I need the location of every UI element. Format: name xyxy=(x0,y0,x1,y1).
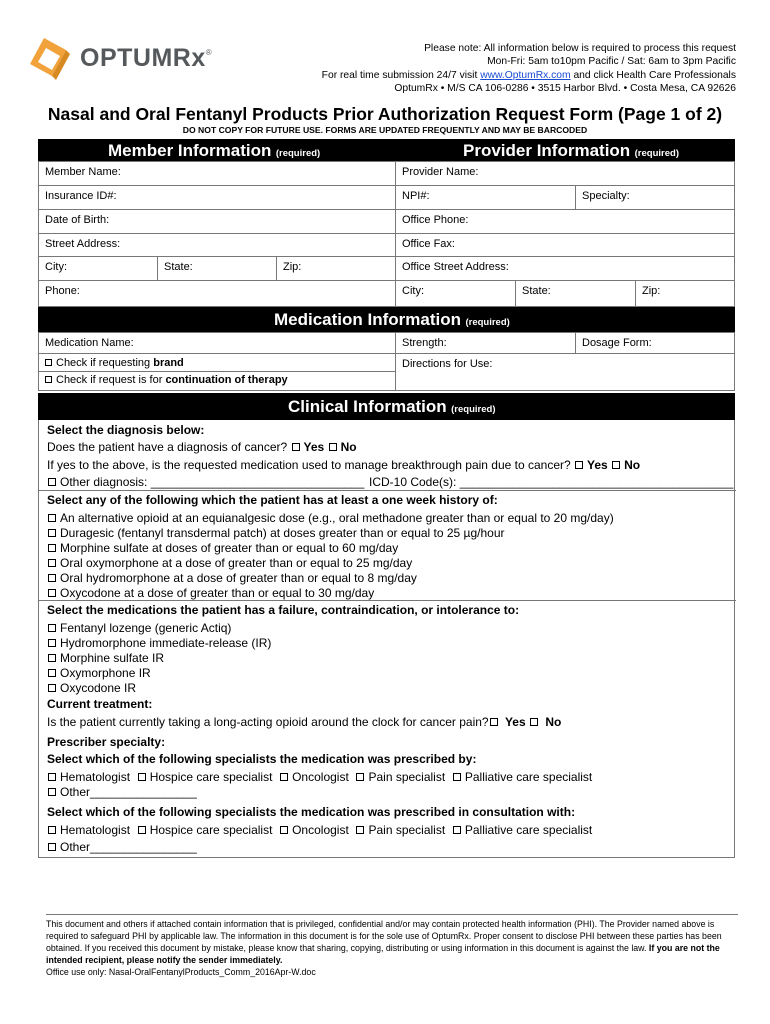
member-city-field[interactable]: City: xyxy=(38,257,158,281)
current-treatment-heading: Current treatment: xyxy=(47,697,153,711)
failure-option[interactable]: Hydromorphone immediate-release (IR) xyxy=(47,636,271,650)
checkbox-icon[interactable] xyxy=(356,773,364,781)
history-option[interactable]: Duragesic (fentanyl transdermal patch) at doses greater than or equal to 25 µg/hour xyxy=(47,526,505,540)
checkbox-icon[interactable] xyxy=(48,669,56,677)
continuation-checkbox-row[interactable]: Check if request is for continuation of therapy xyxy=(38,372,396,391)
history-option[interactable]: Morphine sulfate at doses of greater than or equal to 60 mg/day xyxy=(47,541,398,555)
checkbox-icon[interactable] xyxy=(48,788,56,796)
specialty-field[interactable]: Specialty: xyxy=(576,186,735,210)
footer-divider xyxy=(46,914,738,915)
clinical-header xyxy=(38,393,735,420)
checkbox-icon[interactable] xyxy=(575,461,583,469)
checkbox-icon[interactable] xyxy=(48,843,56,851)
current-treatment-question: Is the patient currently taking a long-acting opioid around the clock for cancer pain? Yes No xyxy=(47,715,562,729)
checkbox-icon[interactable] xyxy=(138,826,146,834)
prescribed-by-options xyxy=(47,770,592,784)
checkbox-icon[interactable] xyxy=(48,529,56,537)
specialist-option[interactable]: Hospice care specialist xyxy=(149,770,273,784)
diagnosis-heading: Select the diagnosis below: xyxy=(47,423,205,437)
checkbox-icon[interactable] xyxy=(612,461,620,469)
checkbox-icon[interactable] xyxy=(490,718,498,726)
checkbox-icon[interactable] xyxy=(280,826,288,834)
failure-heading: Select the medications the patient has a failure, contraindication, or intolerance to: xyxy=(47,603,520,617)
provider-state-field[interactable]: State: xyxy=(516,281,636,307)
failure-option[interactable]: Oxymorphone IR xyxy=(47,666,151,680)
checkbox-icon[interactable] xyxy=(453,773,461,781)
specialist-option[interactable]: Hematologist xyxy=(60,770,131,784)
breakthrough-question: If yes to the above, is the requested medication used to manage breakthrough pain due to cancer? Yes No xyxy=(47,458,641,472)
office-phone-field[interactable]: Office Phone: xyxy=(396,210,735,234)
checkbox-icon[interactable] xyxy=(48,478,56,486)
icd-code-field[interactable]: ICD-10 Code(s): _________________________________________ xyxy=(369,475,734,489)
form-title: Nasal and Oral Fentanyl Products Prior Authorization Request Form (Page 1 of 2) xyxy=(47,104,723,124)
checkbox-icon[interactable] xyxy=(530,718,538,726)
checkbox-icon[interactable] xyxy=(48,654,56,662)
dob-field[interactable]: Date of Birth: xyxy=(38,210,396,234)
consultation-other[interactable]: Other________________ xyxy=(47,840,197,854)
header-note-hours: Mon-Fri: 5am to10pm Pacific / Sat: 6am to 3pm Pacific xyxy=(487,56,736,68)
checkbox-icon[interactable] xyxy=(48,574,56,582)
specialist-option[interactable]: Palliative care specialist xyxy=(464,770,593,784)
checkbox-icon[interactable] xyxy=(48,773,56,781)
optumrx-logo xyxy=(30,36,230,84)
header-note xyxy=(316,42,736,96)
specialist-option[interactable]: Pain specialist xyxy=(368,823,446,837)
specialist-option[interactable]: Oncologist xyxy=(292,770,349,784)
header-note-address: OptumRx • M/S CA 106-0286 • 3515 Harbor Blvd. • Costa Mesa, CA 92626 xyxy=(394,83,736,95)
header-note-submission: For real time submission 24/7 visit www.OptumRx.com and click Health Care Professionals xyxy=(321,69,736,81)
cancer-question: Does the patient have a diagnosis of cancer? Yes No xyxy=(47,440,357,454)
history-heading: Select any of the following which the patient has at least a one week history of: xyxy=(47,493,498,507)
checkbox-icon[interactable] xyxy=(356,826,364,834)
specialist-option[interactable]: Pain specialist xyxy=(368,770,446,784)
office-street-field[interactable]: Office Street Address: xyxy=(396,257,735,281)
medication-section-title: Medication Information xyxy=(274,310,461,329)
specialist-option[interactable]: Oncologist xyxy=(292,823,349,837)
logo-mark-icon xyxy=(30,36,82,86)
consultation-options xyxy=(47,823,592,837)
checkbox-icon[interactable] xyxy=(48,624,56,632)
member-phone-field[interactable]: Phone: xyxy=(38,281,396,307)
checkbox-icon[interactable] xyxy=(292,443,300,451)
logo-wordmark: OPTUMRx® xyxy=(80,44,213,72)
checkbox-icon[interactable] xyxy=(48,559,56,567)
office-use-line: Office use only: Nasal-OralFentanylProducts_Comm_2016Apr-W.doc xyxy=(46,967,316,977)
divider xyxy=(39,490,736,491)
checkbox-icon[interactable] xyxy=(138,773,146,781)
checkbox-icon[interactable] xyxy=(45,376,52,383)
failure-option[interactable]: Fentanyl lozenge (generic Actiq) xyxy=(47,621,231,635)
member-provider-header xyxy=(38,139,735,161)
medication-header xyxy=(38,307,735,332)
optumrx-website-link[interactable]: www.OptumRx.com xyxy=(480,69,571,81)
clinical-body xyxy=(38,420,735,858)
failure-option[interactable]: Morphine sulfate IR xyxy=(47,651,164,665)
member-name-field[interactable]: Member Name: xyxy=(38,161,396,186)
member-section-title: Member Information xyxy=(108,141,272,160)
required-label: (required) xyxy=(465,317,510,328)
required-label: (required) xyxy=(634,148,679,159)
strength-field[interactable]: Strength: xyxy=(396,332,576,354)
checkbox-icon[interactable] xyxy=(453,826,461,834)
history-option[interactable]: Oral oxymorphone at a dose of greater than or equal to 25 mg/day xyxy=(47,556,412,570)
checkbox-icon[interactable] xyxy=(48,684,56,692)
clinical-section-title: Clinical Information xyxy=(288,397,447,416)
header-note-line: Please note: All information below is required to process this request xyxy=(424,43,736,54)
failure-option[interactable]: Oxycodone IR xyxy=(47,681,136,695)
checkbox-icon[interactable] xyxy=(329,443,337,451)
required-label: (required) xyxy=(451,404,496,415)
medication-name-field[interactable]: Medication Name: xyxy=(38,332,396,354)
insurance-id-field[interactable]: Insurance ID#: xyxy=(38,186,396,210)
provider-city-field[interactable]: City: xyxy=(396,281,516,307)
dosage-form-field[interactable]: Dosage Form: xyxy=(576,332,735,354)
confidentiality-notice: This document and others if attached contain information that is privileged, confidential and/or may contain protected health information (PHI). The Provider named above is required to safeguard PHI by applicable law. The information in this document is for the sole use of OptumRx. Proper consent to disclose PHI between these parties has been obtained. If you received this document by mistake, please know that sharing, copying, distributing or using information in this document is against the law. If you are not the intended recipient, please notify the sender immediately. Office use only: Nasal-OralFentanylProducts_Comm_2016Apr-W.doc xyxy=(46,918,738,978)
directions-field[interactable]: Directions for Use: xyxy=(396,354,735,391)
specialist-option[interactable]: Hospice care specialist xyxy=(149,823,273,837)
other-diagnosis-row[interactable]: Other diagnosis: ________________________________ xyxy=(47,475,364,489)
checkbox-icon[interactable] xyxy=(48,826,56,834)
checkbox-icon[interactable] xyxy=(45,359,52,366)
prescribed-by-heading: Select which of the following specialists the medication was prescribed by: xyxy=(47,752,477,766)
prescribed-by-other[interactable]: Other________________ xyxy=(47,785,197,799)
required-label: (required) xyxy=(275,148,321,159)
specialist-option[interactable]: Hematologist xyxy=(60,823,131,837)
checkbox-icon[interactable] xyxy=(48,589,56,597)
street-address-field[interactable]: Street Address: xyxy=(38,234,396,257)
history-option[interactable]: Oxycodone at a dose of greater than or equal to 30 mg/day xyxy=(47,586,374,600)
consultation-heading: Select which of the following specialists the medication was prescribed in consultation with: xyxy=(47,805,576,819)
brand-checkbox-row[interactable]: Check if requesting brand xyxy=(38,354,396,372)
member-state-field[interactable]: State: xyxy=(158,257,277,281)
specialist-option[interactable]: Palliative care specialist xyxy=(464,823,593,837)
prescriber-specialty-heading: Prescriber specialty: xyxy=(47,735,166,749)
provider-zip-field[interactable]: Zip: xyxy=(636,281,735,307)
provider-section-title: Provider Information xyxy=(463,141,631,160)
checkbox-icon[interactable] xyxy=(280,773,288,781)
checkbox-icon[interactable] xyxy=(48,544,56,552)
member-zip-field[interactable]: Zip: xyxy=(277,257,396,281)
divider xyxy=(39,600,736,601)
history-option[interactable]: An alternative opioid at an equianalgesic dose (e.g., oral methadone greater than or equal to 20 mg/day) xyxy=(47,511,614,525)
npi-field[interactable]: NPI#: xyxy=(396,186,576,210)
form-subtitle: DO NOT COPY FOR FUTURE USE. FORMS ARE UPDATED FREQUENTLY AND MAY BE BARCODED xyxy=(182,125,588,135)
office-fax-field[interactable]: Office Fax: xyxy=(396,234,735,257)
history-option[interactable]: Oral hydromorphone at a dose of greater than or equal to 8 mg/day xyxy=(47,571,417,585)
checkbox-icon[interactable] xyxy=(48,514,56,522)
provider-name-field[interactable]: Provider Name: xyxy=(396,161,735,186)
checkbox-icon[interactable] xyxy=(48,639,56,647)
